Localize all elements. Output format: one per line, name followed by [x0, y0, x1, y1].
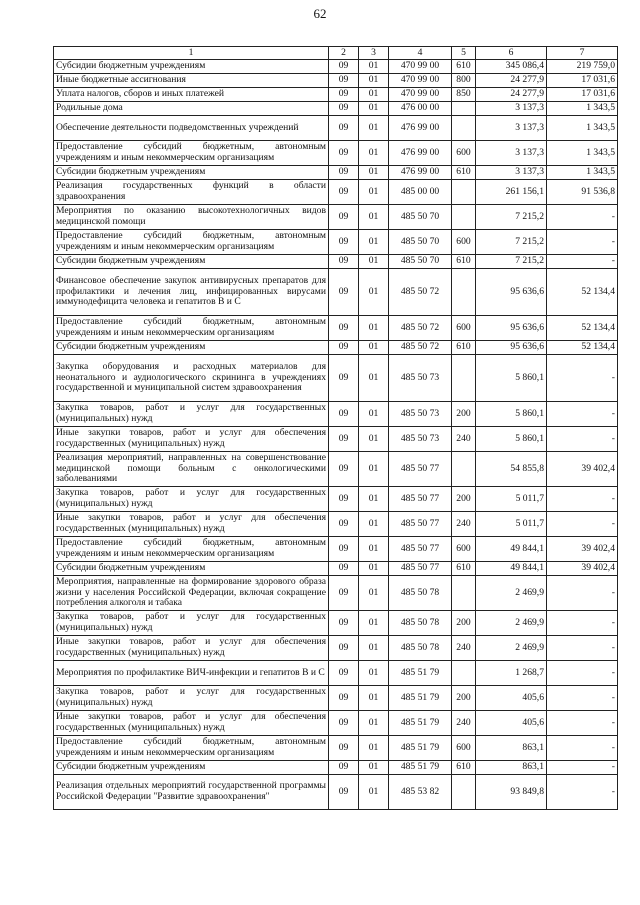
- row-amount-year1-cell: 3 137,3: [476, 166, 547, 180]
- row-amount-year2-cell: 1 343,5: [547, 102, 618, 116]
- row-name-cell: Иные закупки товаров, работ и услуг для обеспечения государственных (муниципальных) нужд: [54, 636, 329, 661]
- row-amount-year2-cell: -: [547, 427, 618, 452]
- row-section-cell: 09: [329, 141, 359, 166]
- table-row: [54, 269, 618, 316]
- row-subsection-cell: 01: [359, 166, 389, 180]
- row-expense-type-cell: 200: [452, 686, 476, 711]
- row-amount-year2-cell: 91 536,8: [547, 180, 618, 205]
- row-amount-year1-cell: 345 086,4: [476, 60, 547, 74]
- row-name-cell: Предоставление субсидий бюджетным, автономным учреждениям и иным некоммерческим организациям: [54, 230, 329, 255]
- row-expense-type-cell: [452, 269, 476, 316]
- row-amount-year1-cell: 5 860,1: [476, 402, 547, 427]
- table-row: [54, 537, 618, 562]
- row-target-article-cell: 485 50 78: [389, 611, 452, 636]
- row-name-cell: Предоставление субсидий бюджетным, автономным учреждениям и иным некоммерческим организациям: [54, 141, 329, 166]
- row-amount-year1-cell: 5 011,7: [476, 512, 547, 537]
- row-name-cell: Закупка товаров, работ и услуг для государственных (муниципальных) нужд: [54, 487, 329, 512]
- row-target-article-cell: 485 50 73: [389, 355, 452, 402]
- row-expense-type-cell: 200: [452, 487, 476, 512]
- row-expense-type-cell: [452, 102, 476, 116]
- row-subsection-cell: 01: [359, 180, 389, 205]
- row-amount-year1-cell: 5 011,7: [476, 487, 547, 512]
- row-amount-year2-cell: 17 031,6: [547, 74, 618, 88]
- row-target-article-cell: 470 99 00: [389, 74, 452, 88]
- row-section-cell: 09: [329, 761, 359, 775]
- row-expense-type-cell: 610: [452, 166, 476, 180]
- row-amount-year2-cell: -: [547, 636, 618, 661]
- table-row: [54, 141, 618, 166]
- row-section-cell: 09: [329, 736, 359, 761]
- row-target-article-cell: 476 00 00: [389, 102, 452, 116]
- row-target-article-cell: 485 50 72: [389, 269, 452, 316]
- row-name-cell: Предоставление субсидий бюджетным, автономным учреждениям и иным некоммерческим организациям: [54, 537, 329, 562]
- row-amount-year2-cell: -: [547, 736, 618, 761]
- row-section-cell: 09: [329, 611, 359, 636]
- row-subsection-cell: 01: [359, 60, 389, 74]
- row-amount-year1-cell: 5 860,1: [476, 427, 547, 452]
- row-amount-year2-cell: -: [547, 686, 618, 711]
- row-expense-type-cell: 600: [452, 141, 476, 166]
- row-subsection-cell: 01: [359, 661, 389, 686]
- row-section-cell: 09: [329, 512, 359, 537]
- table-row: [54, 736, 618, 761]
- row-name-cell: Иные закупки товаров, работ и услуг для обеспечения государственных (муниципальных) нужд: [54, 427, 329, 452]
- row-target-article-cell: 470 99 00: [389, 60, 452, 74]
- row-subsection-cell: 01: [359, 736, 389, 761]
- row-target-article-cell: 476 99 00: [389, 166, 452, 180]
- row-target-article-cell: 476 99 00: [389, 116, 452, 141]
- row-subsection-cell: 01: [359, 141, 389, 166]
- row-name-cell: Предоставление субсидий бюджетным, автономным учреждениям и иным некоммерческим организациям: [54, 736, 329, 761]
- row-section-cell: 09: [329, 711, 359, 736]
- row-amount-year1-cell: 863,1: [476, 736, 547, 761]
- row-name-cell: Реализация государственных функций в области здравоохранения: [54, 180, 329, 205]
- row-amount-year2-cell: 1 343,5: [547, 141, 618, 166]
- row-name-cell: Иные закупки товаров, работ и услуг для обеспечения государственных (муниципальных) нужд: [54, 512, 329, 537]
- row-section-cell: 09: [329, 230, 359, 255]
- row-subsection-cell: 01: [359, 761, 389, 775]
- table-header-row: [54, 47, 618, 60]
- row-expense-type-cell: [452, 775, 476, 810]
- row-name-cell: Закупка товаров, работ и услуг для государственных (муниципальных) нужд: [54, 611, 329, 636]
- row-section-cell: 09: [329, 452, 359, 487]
- row-amount-year1-cell: 2 469,9: [476, 636, 547, 661]
- row-expense-type-cell: 240: [452, 512, 476, 537]
- row-subsection-cell: 01: [359, 775, 389, 810]
- row-expense-type-cell: [452, 116, 476, 141]
- table-row: [54, 636, 618, 661]
- table-row: [54, 255, 618, 269]
- row-expense-type-cell: [452, 355, 476, 402]
- row-subsection-cell: 01: [359, 452, 389, 487]
- row-name-cell: Субсидии бюджетным учреждениям: [54, 341, 329, 355]
- header-cell-3: 3: [359, 47, 389, 60]
- row-amount-year1-cell: 3 137,3: [476, 102, 547, 116]
- row-target-article-cell: 485 00 00: [389, 180, 452, 205]
- row-amount-year1-cell: 3 137,3: [476, 141, 547, 166]
- row-expense-type-cell: 800: [452, 74, 476, 88]
- table-row: [54, 661, 618, 686]
- row-expense-type-cell: 600: [452, 230, 476, 255]
- table-row: [54, 102, 618, 116]
- row-subsection-cell: 01: [359, 611, 389, 636]
- table-row: [54, 230, 618, 255]
- row-subsection-cell: 01: [359, 512, 389, 537]
- row-name-cell: Реализация мероприятий, направленных на совершенствование медицинской помощи больным с онкологическими заболеваниями: [54, 452, 329, 487]
- row-amount-year1-cell: 3 137,3: [476, 116, 547, 141]
- row-section-cell: 09: [329, 74, 359, 88]
- row-amount-year1-cell: 863,1: [476, 761, 547, 775]
- row-expense-type-cell: [452, 452, 476, 487]
- row-amount-year2-cell: -: [547, 661, 618, 686]
- row-amount-year1-cell: 7 215,2: [476, 255, 547, 269]
- row-target-article-cell: 470 99 00: [389, 88, 452, 102]
- row-amount-year1-cell: 49 844,1: [476, 562, 547, 576]
- row-section-cell: 09: [329, 355, 359, 402]
- row-amount-year1-cell: 54 855,8: [476, 452, 547, 487]
- row-amount-year1-cell: 49 844,1: [476, 537, 547, 562]
- table-row: [54, 355, 618, 402]
- row-subsection-cell: 01: [359, 205, 389, 230]
- row-amount-year2-cell: -: [547, 576, 618, 611]
- row-subsection-cell: 01: [359, 537, 389, 562]
- row-name-cell: Субсидии бюджетным учреждениям: [54, 166, 329, 180]
- row-section-cell: 09: [329, 116, 359, 141]
- header-cell-2: 2: [329, 47, 359, 60]
- header-cell-4: 4: [389, 47, 452, 60]
- row-target-article-cell: 485 50 70: [389, 205, 452, 230]
- row-target-article-cell: 485 51 79: [389, 661, 452, 686]
- row-target-article-cell: 485 50 77: [389, 487, 452, 512]
- row-amount-year2-cell: 39 402,4: [547, 562, 618, 576]
- row-target-article-cell: 485 50 78: [389, 636, 452, 661]
- row-target-article-cell: 485 50 72: [389, 316, 452, 341]
- row-amount-year1-cell: 95 636,6: [476, 341, 547, 355]
- header-cell-5: 5: [452, 47, 476, 60]
- table-row: [54, 205, 618, 230]
- row-section-cell: 09: [329, 775, 359, 810]
- row-subsection-cell: 01: [359, 636, 389, 661]
- row-name-cell: Родильные дома: [54, 102, 329, 116]
- row-subsection-cell: 01: [359, 487, 389, 512]
- row-amount-year2-cell: 39 402,4: [547, 452, 618, 487]
- row-expense-type-cell: 200: [452, 611, 476, 636]
- row-section-cell: 09: [329, 636, 359, 661]
- row-subsection-cell: 01: [359, 116, 389, 141]
- table-row: [54, 686, 618, 711]
- row-amount-year2-cell: 219 759,0: [547, 60, 618, 74]
- row-name-cell: Реализация отдельных мероприятий государственной программы Российской Федерации "Развитие здравоохранения": [54, 775, 329, 810]
- row-amount-year2-cell: -: [547, 611, 618, 636]
- table-row: [54, 452, 618, 487]
- row-subsection-cell: 01: [359, 316, 389, 341]
- row-amount-year1-cell: 95 636,6: [476, 269, 547, 316]
- table-row: [54, 341, 618, 355]
- row-name-cell: Субсидии бюджетным учреждениям: [54, 255, 329, 269]
- row-subsection-cell: 01: [359, 427, 389, 452]
- row-name-cell: Мероприятия, направленные на формирование здорового образа жизни у населения Российской Федерации, включая сокращение потребления алкоголя и табака: [54, 576, 329, 611]
- row-amount-year1-cell: 7 215,2: [476, 205, 547, 230]
- row-section-cell: 09: [329, 255, 359, 269]
- row-section-cell: 09: [329, 269, 359, 316]
- row-amount-year1-cell: 405,6: [476, 711, 547, 736]
- table-row: [54, 180, 618, 205]
- row-expense-type-cell: [452, 180, 476, 205]
- header-cell-1: 1: [54, 47, 329, 60]
- row-expense-type-cell: 610: [452, 341, 476, 355]
- row-amount-year1-cell: 93 849,8: [476, 775, 547, 810]
- row-expense-type-cell: 600: [452, 537, 476, 562]
- row-amount-year2-cell: -: [547, 711, 618, 736]
- row-subsection-cell: 01: [359, 711, 389, 736]
- row-section-cell: 09: [329, 205, 359, 230]
- row-expense-type-cell: 610: [452, 60, 476, 74]
- row-subsection-cell: 01: [359, 341, 389, 355]
- row-amount-year2-cell: 52 134,4: [547, 316, 618, 341]
- row-name-cell: Закупка оборудования и расходных материалов для неонатального и аудиологического скрининга в учреждениях государственной и муниципальной систем здравоохранения: [54, 355, 329, 402]
- row-target-article-cell: 485 51 79: [389, 761, 452, 775]
- row-target-article-cell: 485 50 73: [389, 427, 452, 452]
- row-name-cell: Субсидии бюджетным учреждениям: [54, 562, 329, 576]
- row-name-cell: Закупка товаров, работ и услуг для государственных (муниципальных) нужд: [54, 686, 329, 711]
- row-section-cell: 09: [329, 341, 359, 355]
- table-row: [54, 711, 618, 736]
- row-target-article-cell: 476 99 00: [389, 141, 452, 166]
- page-number: 62: [313, 6, 327, 21]
- table-row: [54, 512, 618, 537]
- row-section-cell: 09: [329, 537, 359, 562]
- table-row: [54, 611, 618, 636]
- table-row: [54, 562, 618, 576]
- table-row: [54, 88, 618, 102]
- row-amount-year1-cell: 1 268,7: [476, 661, 547, 686]
- row-name-cell: Субсидии бюджетным учреждениям: [54, 761, 329, 775]
- table-row: [54, 402, 618, 427]
- row-subsection-cell: 01: [359, 402, 389, 427]
- row-section-cell: 09: [329, 88, 359, 102]
- row-target-article-cell: 485 50 77: [389, 537, 452, 562]
- row-amount-year2-cell: -: [547, 205, 618, 230]
- header-cell-6: 6: [476, 47, 547, 60]
- row-expense-type-cell: 600: [452, 736, 476, 761]
- row-expense-type-cell: [452, 205, 476, 230]
- budget-table-body: [54, 47, 618, 810]
- row-subsection-cell: 01: [359, 88, 389, 102]
- row-target-article-cell: 485 51 79: [389, 736, 452, 761]
- row-subsection-cell: 01: [359, 269, 389, 316]
- row-target-article-cell: 485 50 77: [389, 512, 452, 537]
- table-row: [54, 60, 618, 74]
- table-row: [54, 166, 618, 180]
- row-name-cell: Иные бюджетные ассигнования: [54, 74, 329, 88]
- row-expense-type-cell: 850: [452, 88, 476, 102]
- row-name-cell: Мероприятия по профилактике ВИЧ-инфекции и гепатитов B и C: [54, 661, 329, 686]
- row-amount-year1-cell: 24 277,9: [476, 74, 547, 88]
- row-name-cell: Предоставление субсидий бюджетным, автономным учреждениям и иным некоммерческим организациям: [54, 316, 329, 341]
- row-target-article-cell: 485 50 77: [389, 562, 452, 576]
- row-target-article-cell: 485 53 82: [389, 775, 452, 810]
- row-name-cell: Обеспечение деятельности подведомственных учреждений: [54, 116, 329, 141]
- row-amount-year2-cell: 1 343,5: [547, 166, 618, 180]
- row-subsection-cell: 01: [359, 102, 389, 116]
- row-subsection-cell: 01: [359, 576, 389, 611]
- row-expense-type-cell: 240: [452, 636, 476, 661]
- table-row: [54, 576, 618, 611]
- row-expense-type-cell: 240: [452, 711, 476, 736]
- row-target-article-cell: 485 51 79: [389, 711, 452, 736]
- row-name-cell: Закупка товаров, работ и услуг для государственных (муниципальных) нужд: [54, 402, 329, 427]
- row-amount-year2-cell: 17 031,6: [547, 88, 618, 102]
- row-amount-year2-cell: -: [547, 355, 618, 402]
- row-subsection-cell: 01: [359, 355, 389, 402]
- row-expense-type-cell: [452, 576, 476, 611]
- row-amount-year1-cell: 261 156,1: [476, 180, 547, 205]
- row-target-article-cell: 485 50 70: [389, 230, 452, 255]
- row-subsection-cell: 01: [359, 74, 389, 88]
- row-expense-type-cell: [452, 661, 476, 686]
- row-amount-year1-cell: 24 277,9: [476, 88, 547, 102]
- row-subsection-cell: 01: [359, 686, 389, 711]
- table-row: [54, 761, 618, 775]
- table-row: [54, 116, 618, 141]
- row-amount-year1-cell: 7 215,2: [476, 230, 547, 255]
- row-amount-year2-cell: -: [547, 761, 618, 775]
- row-amount-year2-cell: -: [547, 255, 618, 269]
- row-amount-year2-cell: 39 402,4: [547, 537, 618, 562]
- row-section-cell: 09: [329, 166, 359, 180]
- table-row: [54, 487, 618, 512]
- row-amount-year2-cell: 52 134,4: [547, 341, 618, 355]
- row-target-article-cell: 485 50 78: [389, 576, 452, 611]
- row-expense-type-cell: 240: [452, 427, 476, 452]
- row-section-cell: 09: [329, 402, 359, 427]
- row-section-cell: 09: [329, 686, 359, 711]
- row-section-cell: 09: [329, 180, 359, 205]
- row-expense-type-cell: 610: [452, 255, 476, 269]
- row-amount-year1-cell: 2 469,9: [476, 576, 547, 611]
- row-amount-year2-cell: -: [547, 402, 618, 427]
- row-section-cell: 09: [329, 316, 359, 341]
- row-target-article-cell: 485 50 72: [389, 341, 452, 355]
- header-cell-7: 7: [547, 47, 618, 60]
- row-expense-type-cell: 200: [452, 402, 476, 427]
- row-section-cell: 09: [329, 427, 359, 452]
- row-amount-year2-cell: -: [547, 487, 618, 512]
- table-row: [54, 775, 618, 810]
- row-target-article-cell: 485 50 70: [389, 255, 452, 269]
- budget-table: [53, 46, 618, 810]
- row-section-cell: 09: [329, 576, 359, 611]
- table-row: [54, 427, 618, 452]
- row-amount-year2-cell: -: [547, 512, 618, 537]
- row-name-cell: Иные закупки товаров, работ и услуг для обеспечения государственных (муниципальных) нужд: [54, 711, 329, 736]
- row-section-cell: 09: [329, 60, 359, 74]
- row-subsection-cell: 01: [359, 562, 389, 576]
- row-section-cell: 09: [329, 661, 359, 686]
- row-amount-year2-cell: 1 343,5: [547, 116, 618, 141]
- row-name-cell: Субсидии бюджетным учреждениям: [54, 60, 329, 74]
- table-row: [54, 74, 618, 88]
- row-amount-year1-cell: 95 636,6: [476, 316, 547, 341]
- row-target-article-cell: 485 51 79: [389, 686, 452, 711]
- row-expense-type-cell: 610: [452, 761, 476, 775]
- row-name-cell: Уплата налогов, сборов и иных платежей: [54, 88, 329, 102]
- row-target-article-cell: 485 50 77: [389, 452, 452, 487]
- row-subsection-cell: 01: [359, 255, 389, 269]
- table-row: [54, 316, 618, 341]
- row-amount-year2-cell: 52 134,4: [547, 269, 618, 316]
- row-name-cell: Финансовое обеспечение закупок антивирусных препаратов для профилактики и лечения лиц, инфицированных вирусами иммунодефицита человека и гепатитов B и C: [54, 269, 329, 316]
- row-amount-year2-cell: -: [547, 775, 618, 810]
- row-subsection-cell: 01: [359, 230, 389, 255]
- row-amount-year2-cell: -: [547, 230, 618, 255]
- row-section-cell: 09: [329, 487, 359, 512]
- row-amount-year1-cell: 5 860,1: [476, 355, 547, 402]
- row-name-cell: Мероприятия по оказанию высокотехнологичных видов медицинской помощи: [54, 205, 329, 230]
- row-expense-type-cell: 600: [452, 316, 476, 341]
- row-section-cell: 09: [329, 102, 359, 116]
- row-section-cell: 09: [329, 562, 359, 576]
- row-expense-type-cell: 610: [452, 562, 476, 576]
- row-target-article-cell: 485 50 73: [389, 402, 452, 427]
- row-amount-year1-cell: 2 469,9: [476, 611, 547, 636]
- row-amount-year1-cell: 405,6: [476, 686, 547, 711]
